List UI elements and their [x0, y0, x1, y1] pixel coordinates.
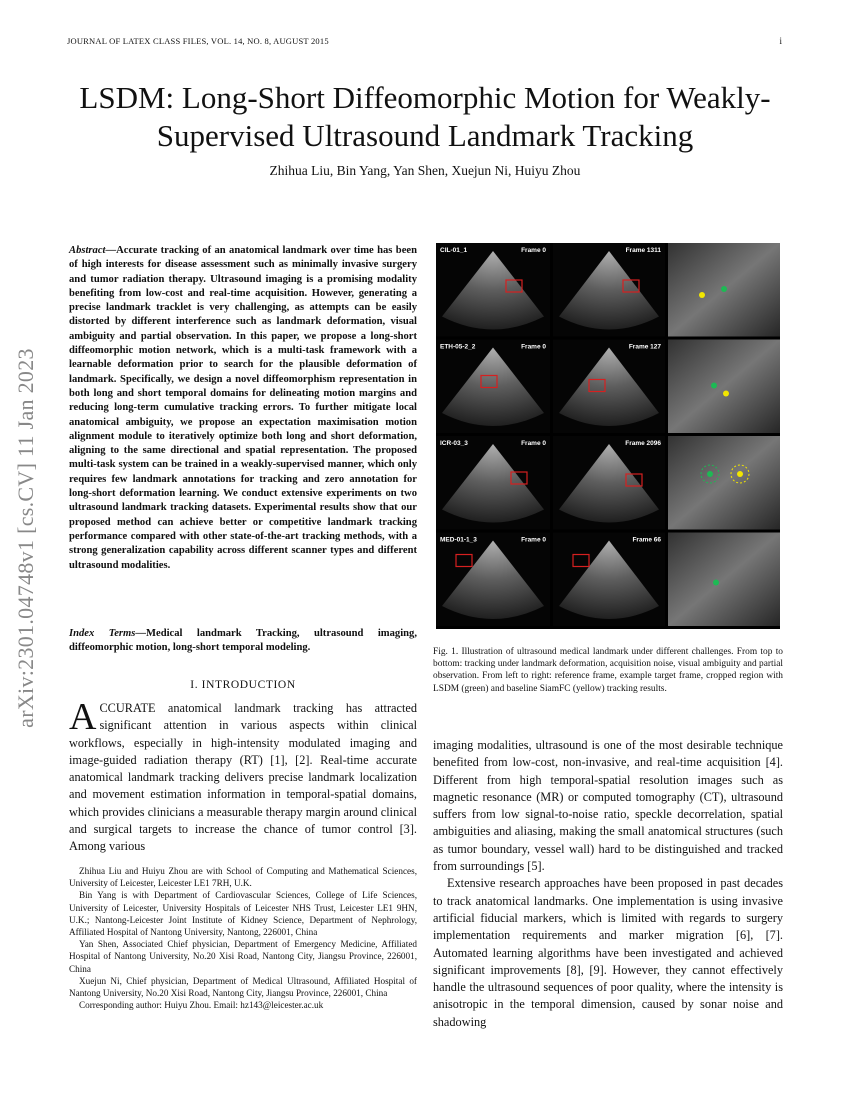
figure-caption: Fig. 1. Illustration of ultrasound medical landmark under different challenges. From top to bottom: tracking under landmark deformation, acquisition noise, visual ambiguity and partial observation. From left to right: reference frame, example target frame, cropped region with LSDM (green) and baseline SiamFC (yellow) tracking results. — [433, 647, 783, 694]
sequence-label: CIL-01_1 — [440, 247, 468, 254]
sequence-label: ICR-03_3 — [440, 440, 468, 447]
cropped-region — [668, 533, 780, 627]
intro-text: CCURATE anatomical landmark tracking has attracted significant attention in various aspects within clinical workflows, especially in high-intensity modulated imaging and image-guided radiation therapy (RT) [1], [2]. Real-time accurate anatomical landmark tracking delivers precise landmark localization and movement estimation information in temporal-spatial domains, which provides clinicians a measurable therapy margin around clinical and surgical targets to increase the chance of tumor control [3]. Among various — [69, 701, 417, 854]
affiliation-footnotes — [69, 865, 417, 1011]
abstract — [69, 244, 417, 573]
baseline-track-point — [699, 292, 705, 298]
frame-label: Frame 0 — [521, 343, 546, 351]
arxiv-identifier: arXiv:2301.04748v1 [cs.CV] 11 Jan 2023 — [13, 348, 38, 728]
intro-paragraph — [69, 696, 417, 856]
frame-label: Frame 66 — [632, 536, 661, 544]
frame-label: Frame 127 — [628, 343, 661, 351]
footnote: Bin Yang is with Department of Cardiovascular Sciences, College of Life Sciences, University of Leicester, University Hospitals of Leicester NHS Trust, Leicester LE1 9HN, U.K.; Nantong-Leicester Joint Institute of Kidney Science, Department of Nephrology, Affiliated Hospital of Nantong University, Nantong, 226001, China — [69, 890, 417, 938]
arxiv-stamp — [6, 298, 46, 778]
frame-label: Frame 0 — [521, 440, 546, 447]
lsdm-track-point — [711, 383, 717, 389]
footnote: Zhihua Liu and Huiyu Zhou are with School of Computing and Mathematical Sciences, University of Leicester, Leicester LE1 7RH, U.K. — [69, 866, 417, 889]
footnote: Corresponding author: Huiyu Zhou. Email: hz143@leicester.ac.uk — [79, 1000, 324, 1011]
paragraph: imaging modalities, ultrasound is one of the most desirable technique benefited from low-cost, non-invasive, and real-time acquisition [4]. Different from high temporal-spatial resolution images such as magnetic resonance (MR) or computed tomography (CT), ultrasound suffers from low signal-to-noise ratio, speckle decorrelation, spatial ambiguities and aliasing, making the small anatomical structures (such as tumor boundary, vessel wall) hard to be distinguished and tracked from surroundings [5]. — [433, 738, 783, 874]
figure-ultrasound-grid — [436, 243, 780, 629]
frame-label: Frame 1311 — [625, 247, 661, 254]
lsdm-track-point — [721, 286, 727, 292]
figure-canvas — [436, 243, 780, 629]
index-terms — [69, 627, 417, 656]
footnote: Yan Shen, Associated Chief physician, Department of Emergency Medicine, Affiliated Hospital of Nantong University, No.20 Xisi Road, Nantong City, Jiangsu Province, 226001, China — [69, 939, 417, 974]
frame-label: Frame 2096 — [625, 440, 661, 447]
paragraph: Extensive research approaches have been proposed in past decades to track anatomical landmarks. One implementation is using invasive artificial fiducial markers, which is limited with regards to surgery implementation requirements and marker migration [6], [7]. Automated learning algorithms have been investigated and achieved significant improvements [8], [9]. However, they cannot effectively handle the ultrasound sequences of poor quality, where the intensity is anisotropic in the temporal dimension, caused by sonar noise and shadowing — [433, 876, 783, 1029]
running-header: JOURNAL OF LATEX CLASS FILES, VOL. 14, NO. 8, AUGUST 2015 — [67, 36, 329, 46]
lsdm-track-point — [707, 471, 713, 477]
paper-title: LSDM: Long-Short Diffeomorphic Motion for Weakly-Supervised Ultrasound Landmark Tracking — [79, 80, 771, 153]
index-terms-label: Index Terms — [69, 628, 136, 639]
index-terms-text: —Medical landmark Tracking, ultrasound imaging, diffeomorphic motion, long-short temporal modeling. — [69, 628, 417, 654]
frame-label: Frame 0 — [521, 536, 546, 544]
cropped-region — [668, 436, 780, 530]
lsdm-track-point — [713, 580, 719, 586]
sequence-label: MED-01-1_3 — [440, 536, 477, 544]
author-list: Zhihua Liu, Bin Yang, Yan Shen, Xuejun Ni, Huiyu Zhou — [269, 163, 581, 178]
baseline-track-point — [737, 471, 743, 477]
cropped-region — [668, 340, 780, 434]
abstract-text: —Accurate tracking of an anatomical landmark over time has been of high interests for disease assessment such as minimally invasive surgery and tumor radiation therapy. Ultrasound imaging is a promising modality benefiting from low-cost and real-time acquisition. However, generating a precise landmark tracklet is very challenging, as attempts can be easily distorted by different interference such as landmark deformation, visual ambiguity and partial observation. In this paper, we propose a long-short diffeomorphic motion network, which is a multi-task framework with a learnable deformation prior to search for the plausible deformation of landmark. Specifically, we design a novel diffeomorphism representation in both long and short temporal domains for delineating motion margins and reducing long-term cumulative tracking errors. To further mitigate local anatomical ambiguity, we propose an expectation maximisation motion alignment module to iteratively optimize both long and short deformation, aligning to the same directional and spatial representation. The proposed multi-task system can be trained in a weakly-supervised manner, which only requires few landmark annotations for tracking and zero annotation for long-short deformation learning. We conduct extensive experiments on two ultrasound landmark tracking datasets. Experimental results show that our proposed method can achieve better or competitive landmark tracking performance compared with other state-of-the-art tracking methods, with a strong generalization capability across different scanner types and different ultrasound modalities. — [69, 245, 417, 571]
footnote: Xuejun Ni, Chief physician, Department of Medical Ultrasound, Affiliated Hospital of Nantong University, No.20 Xisi Road, Nantong City, Jiangsu Province, 226001, China — [69, 975, 417, 999]
page-number: i — [779, 36, 782, 46]
abstract-label: Abstract — [69, 245, 106, 256]
frame-label: Frame 0 — [521, 247, 546, 254]
sequence-label: ETH-05-2_2 — [440, 343, 476, 351]
section-heading: I. INTRODUCTION — [190, 679, 296, 691]
right-column-text — [433, 737, 783, 1031]
baseline-track-point — [723, 391, 729, 397]
drop-cap: A — [69, 696, 97, 738]
